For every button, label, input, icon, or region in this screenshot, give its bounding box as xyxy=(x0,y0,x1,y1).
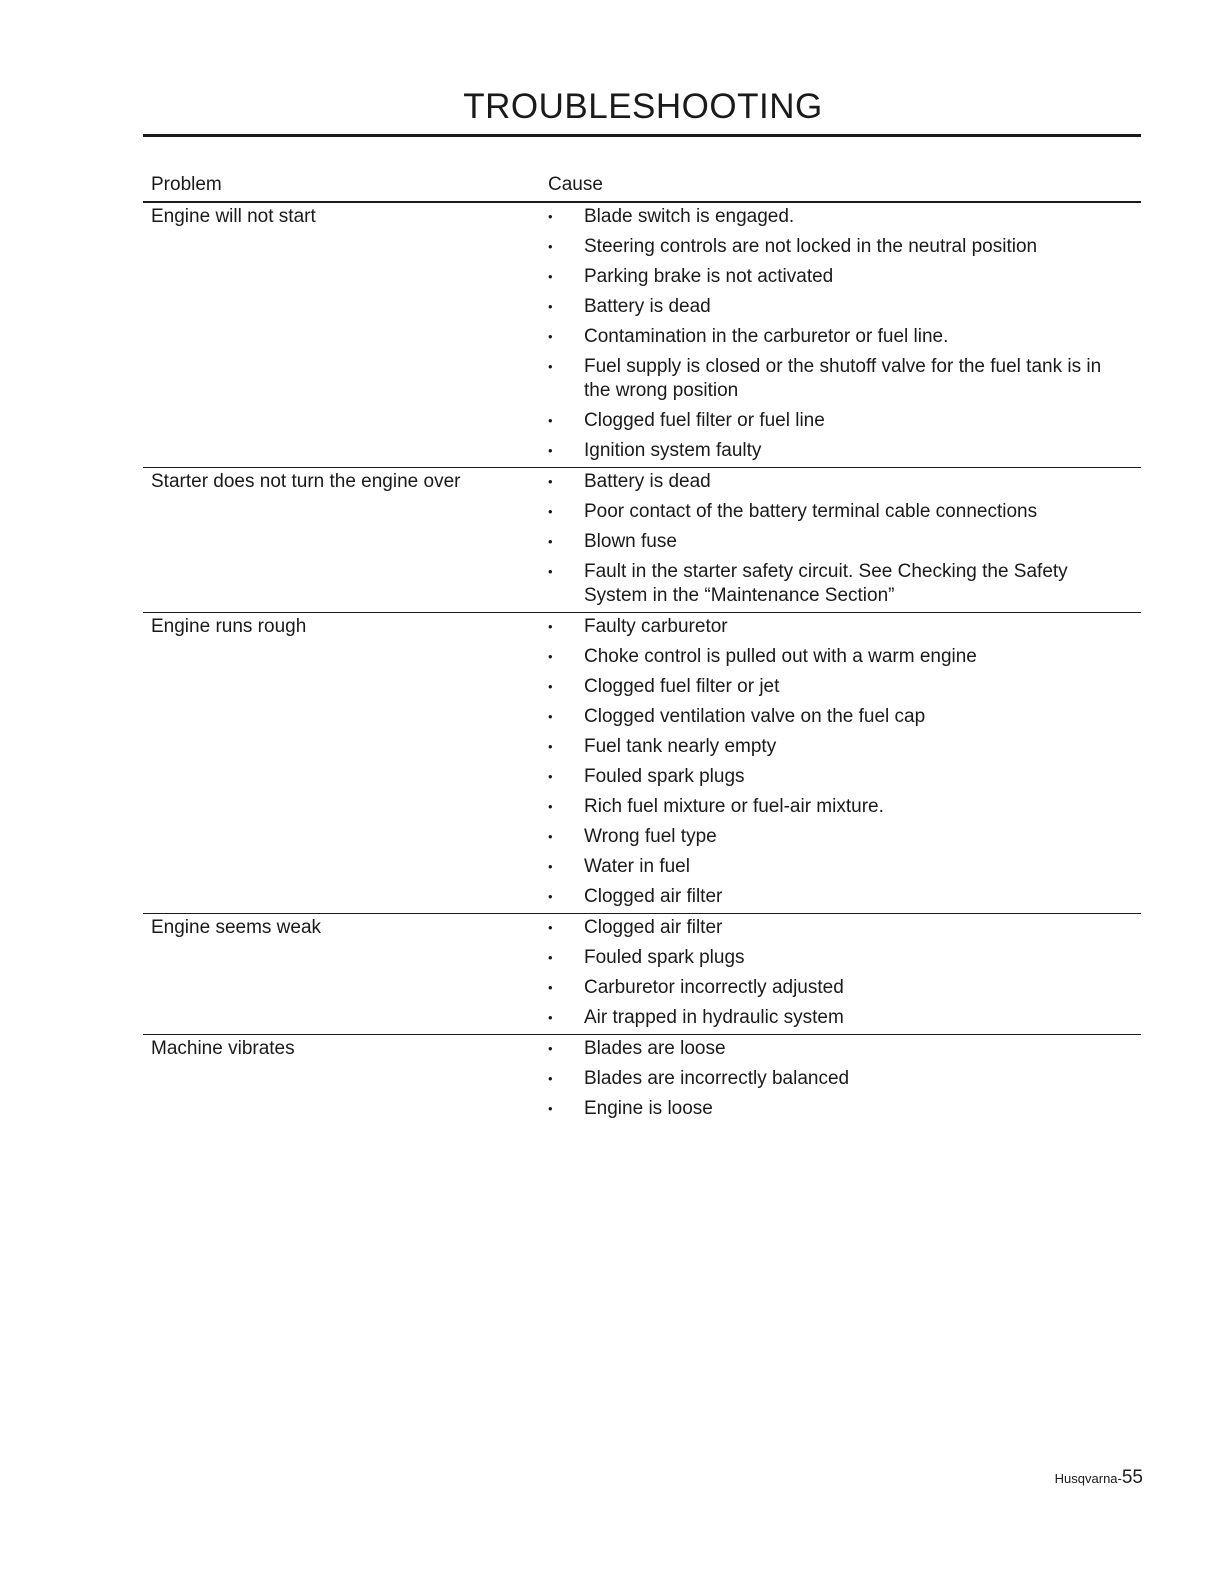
cause-list xyxy=(143,203,1141,467)
table-row xyxy=(143,468,1141,613)
cause-item xyxy=(548,323,1141,353)
bullet-icon: • xyxy=(548,299,553,314)
cause-item xyxy=(548,823,1141,853)
cause-item xyxy=(548,1065,1141,1095)
bullet-icon: • xyxy=(548,950,553,965)
cause-item xyxy=(548,558,1141,612)
bullet-icon: • xyxy=(548,1071,553,1086)
cause-text: Water in fuel xyxy=(584,856,690,877)
table-row xyxy=(143,203,1141,468)
cause-text: Battery is dead xyxy=(584,296,711,317)
cause-item xyxy=(548,498,1141,528)
cause-item xyxy=(548,353,1141,407)
cause-text: Ignition system faulty xyxy=(584,440,762,461)
bullet-icon: • xyxy=(548,564,553,579)
cause-text: Blown fuse xyxy=(584,531,677,552)
bullet-icon: • xyxy=(548,920,553,935)
cause-item xyxy=(548,407,1141,437)
bullet-icon: • xyxy=(548,649,553,664)
header-cause: Cause xyxy=(548,174,603,195)
bullet-icon: • xyxy=(548,329,553,344)
cause-text: Choke control is pulled out with a warm engine xyxy=(584,646,977,667)
cause-text: Rich fuel mixture or fuel-air mixture. xyxy=(584,796,884,817)
cause-item xyxy=(548,643,1141,673)
table-row xyxy=(143,613,1141,914)
bullet-icon: • xyxy=(548,829,553,844)
cause-text: Poor contact of the battery terminal cable connections xyxy=(584,501,1038,522)
cause-item xyxy=(548,1004,1141,1034)
cause-item xyxy=(548,263,1141,293)
bullet-icon: • xyxy=(548,209,553,224)
cause-text: Clogged fuel filter or fuel line xyxy=(584,410,825,431)
cause-item xyxy=(548,1035,1141,1065)
cause-text: Clogged fuel filter or jet xyxy=(584,676,780,697)
cause-item xyxy=(548,233,1141,263)
cause-item xyxy=(548,613,1141,643)
bullet-icon: • xyxy=(548,1101,553,1116)
cause-item xyxy=(548,528,1141,558)
page-footer xyxy=(1055,1466,1143,1491)
cause-item xyxy=(548,853,1141,883)
cause-item xyxy=(548,703,1141,733)
bullet-icon: • xyxy=(548,443,553,458)
cause-item xyxy=(548,914,1141,944)
footer-brand: Husqvarna- xyxy=(1054,1471,1122,1486)
bullet-icon: • xyxy=(548,474,553,489)
cause-item xyxy=(548,293,1141,323)
cause-text: Air trapped in hydraulic system xyxy=(584,1007,844,1028)
cause-text: Fault in the starter safety circuit. See Checking the Safety System in the “Maintenance Section” xyxy=(584,561,1068,606)
cause-item xyxy=(548,793,1141,823)
cause-text: Engine is loose xyxy=(584,1098,713,1119)
cause-text: Clogged air filter xyxy=(584,917,723,938)
page-number: 55 xyxy=(1121,1467,1143,1488)
problem-cell: Engine will not start xyxy=(151,206,316,227)
header-problem: Problem xyxy=(151,174,222,195)
bullet-icon: • xyxy=(548,859,553,874)
bullet-icon: • xyxy=(548,1010,553,1025)
cause-text: Fuel tank nearly empty xyxy=(584,736,777,757)
bullet-icon: • xyxy=(548,679,553,694)
bullet-icon: • xyxy=(548,504,553,519)
cause-text: Blade switch is engaged. xyxy=(584,206,795,227)
bullet-icon: • xyxy=(548,413,553,428)
bullet-icon: • xyxy=(548,534,553,549)
cause-item xyxy=(548,673,1141,703)
table-row xyxy=(143,1035,1141,1125)
bullet-icon: • xyxy=(548,799,553,814)
bullet-icon: • xyxy=(548,619,553,634)
cause-text: Fouled spark plugs xyxy=(584,766,745,787)
cause-item xyxy=(548,974,1141,1004)
cause-text: Contamination in the carburetor or fuel line. xyxy=(584,326,949,347)
table-body xyxy=(143,203,1141,1125)
cause-item xyxy=(548,883,1141,913)
title-divider xyxy=(143,134,1141,137)
bullet-icon: • xyxy=(548,980,553,995)
problem-cell: Engine seems weak xyxy=(151,917,322,938)
bullet-icon: • xyxy=(548,1041,553,1056)
problem-cell: Machine vibrates xyxy=(151,1038,295,1059)
bullet-icon: • xyxy=(548,359,553,374)
bullet-icon: • xyxy=(548,739,553,754)
bullet-icon: • xyxy=(548,269,553,284)
cause-text: Parking brake is not activated xyxy=(584,266,834,287)
cause-text: Blades are incorrectly balanced xyxy=(584,1068,850,1089)
problem-cell: Starter does not turn the engine over xyxy=(151,471,461,492)
page-title: TROUBLESHOOTING xyxy=(463,87,823,126)
bullet-icon: • xyxy=(548,239,553,254)
cause-text: Clogged ventilation valve on the fuel cap xyxy=(584,706,926,727)
troubleshooting-table xyxy=(143,171,1141,1125)
cause-item xyxy=(548,944,1141,974)
cause-text: Clogged air filter xyxy=(584,886,723,907)
cause-item xyxy=(548,1095,1141,1125)
bullet-icon: • xyxy=(548,709,553,724)
cause-item xyxy=(548,468,1141,498)
cause-item xyxy=(548,763,1141,793)
cause-text: Wrong fuel type xyxy=(584,826,717,847)
bullet-icon: • xyxy=(548,889,553,904)
table-row xyxy=(143,914,1141,1035)
cause-text: Faulty carburetor xyxy=(584,616,728,637)
cause-text: Steering controls are not locked in the neutral position xyxy=(584,236,1038,257)
cause-item xyxy=(548,203,1141,233)
cause-item xyxy=(548,437,1141,467)
cause-text: Blades are loose xyxy=(584,1038,726,1059)
cause-text: Fuel supply is closed or the shutoff valve for the fuel tank is in the wrong position xyxy=(584,356,1102,401)
problem-cell: Engine runs rough xyxy=(151,616,307,637)
cause-item xyxy=(548,733,1141,763)
cause-text: Carburetor incorrectly adjusted xyxy=(584,977,844,998)
cause-text: Fouled spark plugs xyxy=(584,947,745,968)
cause-text: Battery is dead xyxy=(584,471,711,492)
bullet-icon: • xyxy=(548,769,553,784)
table-header xyxy=(143,171,1141,203)
cause-list xyxy=(143,613,1141,913)
